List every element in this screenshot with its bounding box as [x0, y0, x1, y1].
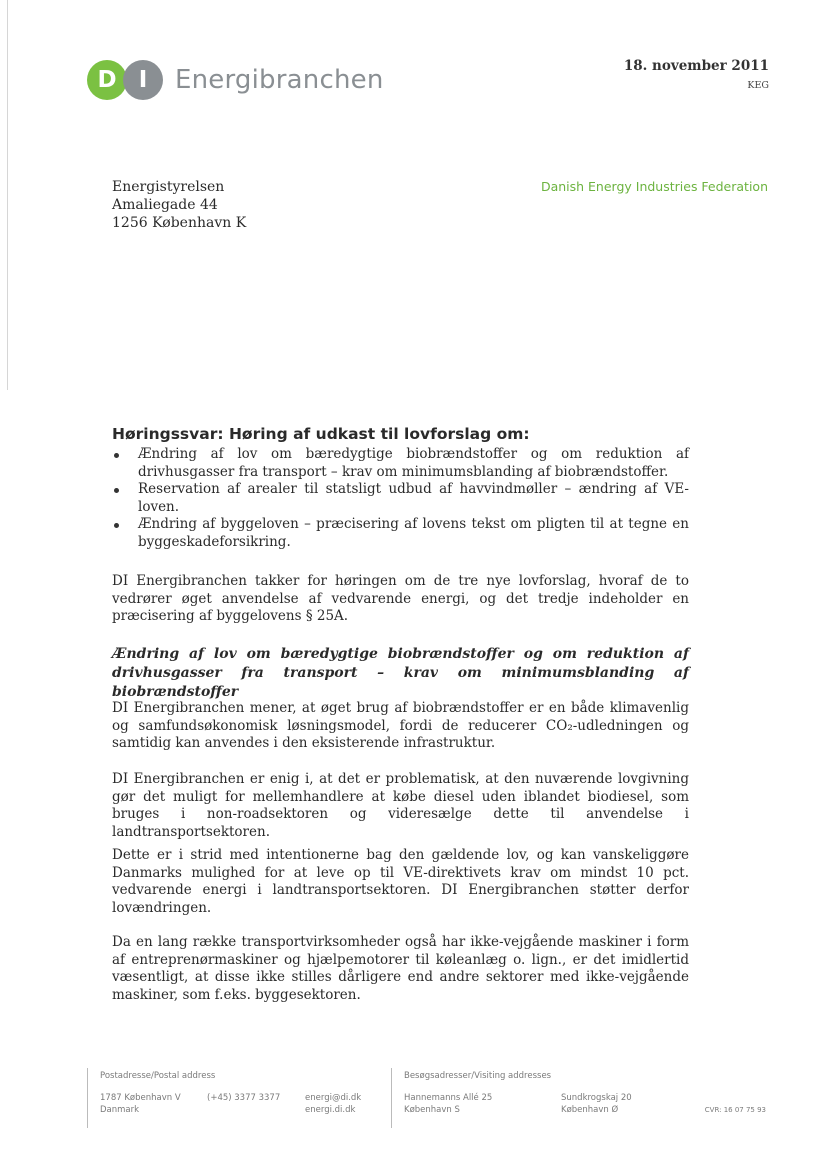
footer-visit2-street: Sundkrogskaj 20: [561, 1093, 632, 1103]
list-item: Reservation af arealer til statsligt udbud af havvindmøller – ændring af VE-loven.: [112, 481, 689, 516]
intro-paragraph: DI Energibranchen takker for høringen om de tre nye lovforslag, hvoraf de to vedrører øget anvendelse af vedvarende energi, og det tredje indeholder en præcisering af byggelovens § 25A.: [112, 573, 689, 624]
footer-visit1-street: Hannemanns Allé 25: [404, 1093, 493, 1103]
paragraph-1: DI Energibranchen mener, at øget brug af biobrændstoffer er en både klimavenlig og samfundsøkonomisk løsningsmodel, fordi de reducerer CO₂-udledningen og samtidig kan anvendes i den eksisterende infrastruktur.: [112, 700, 689, 751]
logo-brand-name: Energibranchen: [175, 65, 384, 95]
footer-email[interactable]: energi@di.dk: [305, 1093, 362, 1103]
footer-website[interactable]: energi.di.dk: [305, 1105, 356, 1115]
federation-name: Danish Energy Industries Federation: [540, 179, 768, 194]
footer-postal-label: Postadresse/Postal address: [100, 1071, 216, 1081]
footer-cvr: CVR: 16 07 75 93: [704, 1106, 766, 1114]
topic-list: [112, 446, 689, 551]
paragraph-2: DI Energibranchen er enig i, at det er problematisk, at den nuværende lovgivning gør det muligt for mellemhandlere at købe diesel uden iblandet biodiesel, som bruges i non-roadsektoren og videresælge dette til anvendelse i landtransportsektoren.: [112, 771, 689, 840]
paragraph-4: Da en lang række transportvirksomheder også har ikke-vejgående maskiner i form af entreprenørmaskiner og hjælpemotorer til køleanlæg o. lign., er det imidlertid væsentligt, at disse ikke stilles dårligere end andre sektorer med ikke-vejgående maskiner, som f.eks. byggesektoren.: [112, 934, 689, 1003]
author-initials: KEG: [747, 80, 769, 91]
letter-date: 18. november 2011: [623, 58, 769, 74]
footer-visit2-city: København Ø: [561, 1105, 619, 1115]
logo-d-circle: D: [87, 60, 127, 100]
list-item: Ændring af byggeloven – præcisering af lovens tekst om pligten til at tegne en byggeskadeforsikring.: [112, 516, 689, 551]
recipient-address: [112, 178, 246, 232]
bullet-icon: [114, 453, 119, 458]
footer-divider-middle: [391, 1068, 392, 1128]
recipient-name: Energistyrelsen: [112, 179, 225, 195]
bullet-icon: [114, 488, 119, 493]
footer-divider-left: [87, 1068, 88, 1128]
section-title: Ændring af lov om bæredygtige biobrændstoffer og om reduktion af drivhusgasser fra transport – krav om minimumsblanding af biobrændstoffer: [112, 646, 689, 700]
list-item: Ændring af lov om bæredygtige biobrændstoffer og om reduktion af drivhusgasser fra transport – krav om minimumsblanding af biobrændstoffer.: [112, 446, 689, 481]
letter-heading: Høringssvar: Høring af udkast til lovforslag om:: [112, 425, 530, 443]
footer-postal-country: Danmark: [100, 1105, 140, 1115]
logo-i-circle: I: [123, 60, 163, 100]
recipient-city: 1256 København K: [112, 215, 247, 231]
footer-visit1-city: København S: [404, 1105, 460, 1115]
recipient-street: Amaliegade 44: [112, 197, 218, 213]
footer-visiting-label: Besøgsadresser/Visiting addresses: [404, 1071, 552, 1081]
footer-phone: (+45) 3377 3377: [207, 1093, 281, 1103]
paragraph-3: Dette er i strid med intentionerne bag den gældende lov, og kan vanskeliggøre Danmarks mulighed for at leve op til VE-direktivets krav om mindst 10 pct. vedvarende energi i landtransportsektoren. DI Energibranchen støtter derfor lovændringen.: [112, 847, 689, 916]
page-edge-line: [7, 0, 8, 390]
footer-postal-city: 1787 København V: [100, 1093, 181, 1103]
bullet-icon: [114, 523, 119, 528]
di-logo: [87, 59, 384, 101]
